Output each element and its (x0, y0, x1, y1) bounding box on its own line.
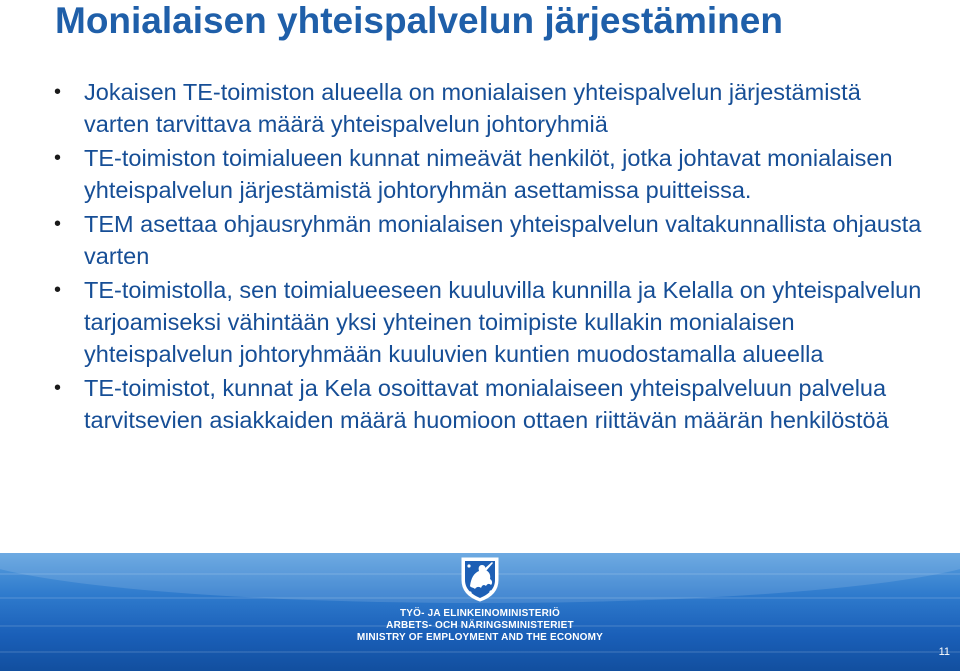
bullet-text: TEM asettaa ohjausryhmän monialaisen yhteispalvelun valtakunnallista ohjausta varten (84, 211, 922, 269)
slide-title: Monialaisen yhteispalvelun järjestäminen (55, 0, 783, 41)
footer-stripe (0, 651, 960, 653)
bullet-dot-icon: • (54, 213, 62, 235)
bullet-dot-icon: • (54, 279, 62, 301)
ministry-name-fi: TYÖ- JA ELINKEINOMINISTERIÖ (399, 608, 561, 619)
bullet-text: TE-toimistot, kunnat ja Kela osoittavat monialaiseen yhteispalveluun palvelua tarvitsevien asiakkaiden määrä huomioon ottaen riittävän määrän henkilöstöä (84, 375, 889, 433)
bullet-text: TE-toimiston toimialueen kunnat nimeävät henkilöt, jotka johtavat monialaisen yhteispalvelun järjestämistä johtoryhmän asettamissa puitteissa. (84, 145, 893, 203)
bullet-item (48, 76, 928, 140)
ministry-name-sv: ARBETS- OCH NÄRINGSMINISTERIET (386, 620, 574, 631)
bullet-item (48, 208, 928, 272)
bullet-dot-icon: • (54, 81, 62, 103)
finnish-lion-coat-of-arms-icon (459, 556, 501, 602)
bullet-dot-icon: • (54, 147, 62, 169)
bullet-item (48, 274, 928, 370)
bullet-text: Jokaisen TE-toimiston alueella on monialaisen yhteispalvelun järjestämistä varten tarvittava määrä yhteispalvelun johtoryhmiä (84, 79, 861, 137)
ministry-name (280, 608, 680, 644)
bullet-item (48, 142, 928, 206)
ministry-name-en: MINISTRY OF EMPLOYMENT AND THE ECONOMY (356, 632, 604, 643)
bullet-item (48, 372, 928, 436)
page-number: 11 (938, 646, 950, 658)
bullet-dot-icon: • (54, 377, 62, 399)
bullet-list (48, 76, 928, 438)
bullet-text: TE-toimistolla, sen toimialueeseen kuuluvilla kunnilla ja Kelalla on yhteispalvelun tarjoamiseksi vähintään yksi yhteinen toimipiste kullakin monialaisen yhteispalvelun johtoryhmään kuuluvien kuntien muodostamalla alueella (84, 277, 922, 367)
